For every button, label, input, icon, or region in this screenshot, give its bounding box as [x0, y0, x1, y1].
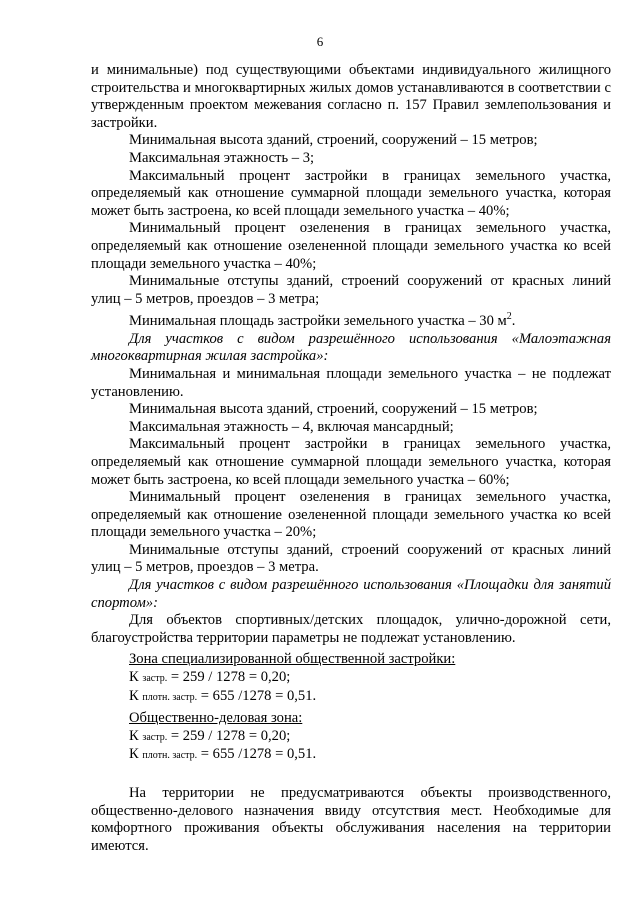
formula-line	[91, 688, 611, 707]
paragraph: Минимальный процент озеленения в границах земельного участка, определяемый как отношение озелененной площади земельного участка ко всей площади земельного участка – 40%;	[91, 220, 611, 272]
section-heading: Для участков с видом разрешённого использования «Площадки для занятий спортом»:	[91, 577, 611, 611]
formula-subscript: плотн. застр.	[142, 750, 198, 762]
zone-title-text: Зона специализированной общественной застройки:	[129, 651, 456, 668]
formula-symbol: К	[129, 727, 139, 744]
formula-value: = 655 /1278 = 0,51.	[197, 746, 317, 763]
paragraph: Минимальный процент озеленения в границах земельного участка, определяемый как отношение озелененной площади земельного участка ко всей площади земельного участка – 20%;	[91, 489, 611, 541]
zone-title	[91, 710, 611, 728]
formula-subscript: застр.	[142, 731, 168, 743]
paragraph: Минимальная высота зданий, строений, сооружений – 15 метров;	[129, 401, 538, 418]
paragraph: Минимальная высота зданий, строений, сооружений – 15 метров;	[129, 132, 538, 149]
formula-value: = 259 / 1278 = 0,20;	[167, 669, 291, 686]
formula-value: = 655 /1278 = 0,51.	[197, 687, 317, 704]
paragraph: Минимальные отступы зданий, строений сооружений от красных линий улиц – 5 метров, проездов – 3 метра.	[91, 541, 611, 576]
paragraph: Максимальная этажность – 4, включая мансардный;	[129, 418, 454, 435]
area-superscript: 2	[506, 311, 512, 323]
page-number: 6	[316, 34, 324, 49]
paragraph: Для объектов спортивных/детских площадок, улично-дорожной сети, благоустройства территории параметры не подлежат установлению.	[91, 612, 611, 646]
area-end: .	[511, 313, 516, 330]
formula-line	[91, 728, 611, 747]
formula-symbol: К	[129, 687, 139, 704]
formula-line	[91, 669, 611, 688]
paragraph: Максимальная этажность – 3;	[129, 149, 315, 166]
paragraph: Минимальные отступы зданий, строений сооружений от красных линий улиц – 5 метров, проездов – 3 метра;	[91, 273, 611, 307]
final-paragraph: На территории не предусматриваются объекты производственного, общественно-делового назначения ввиду отсутствия мест. Необходимые для комфортного проживания объекты обслуживания населения на территории имеются.	[91, 785, 611, 854]
section-heading: Для участков с видом разрешённого использования «Малоэтажная многоквартирная жилая застройка»:	[91, 330, 611, 365]
formula-subscript: плотн. застр.	[142, 691, 198, 703]
zone-title-text: Общественно-деловая зона:	[129, 710, 303, 727]
paragraph: Максимальный процент застройки в границах земельного участка, определяемый как отношение суммарной площади земельного участка, которая может быть застроена, ко всей площади земельного участка – 60%;	[91, 436, 611, 488]
document-body	[91, 62, 611, 855]
paragraph: Максимальный процент застройки в границах земельного участка, определяемый как отношение суммарной площади земельного участка, которая может быть застроена, ко всей площади земельного участка – 40%;	[91, 167, 611, 219]
paragraph-area	[91, 308, 611, 330]
paragraph: и минимальные) под существующими объектами индивидуального жилищного строительства и многоквартирных жилых домов устанавливаются в соответствии с утвержденным проектом межевания согласно п. 157 Правил землепользования и застройки.	[91, 62, 611, 131]
paragraph: Минимальная и минимальная площади земельного участка – не подлежат установлению.	[91, 365, 611, 400]
formula-symbol: К	[129, 746, 139, 763]
zone-title	[91, 651, 611, 669]
area-text: Минимальная площадь застройки земельного участка – 30 м	[129, 313, 507, 330]
formula-symbol: К	[129, 669, 139, 686]
formula-line	[91, 746, 611, 765]
formula-subscript: застр.	[142, 673, 168, 685]
formula-value: = 259 / 1278 = 0,20;	[167, 727, 291, 744]
